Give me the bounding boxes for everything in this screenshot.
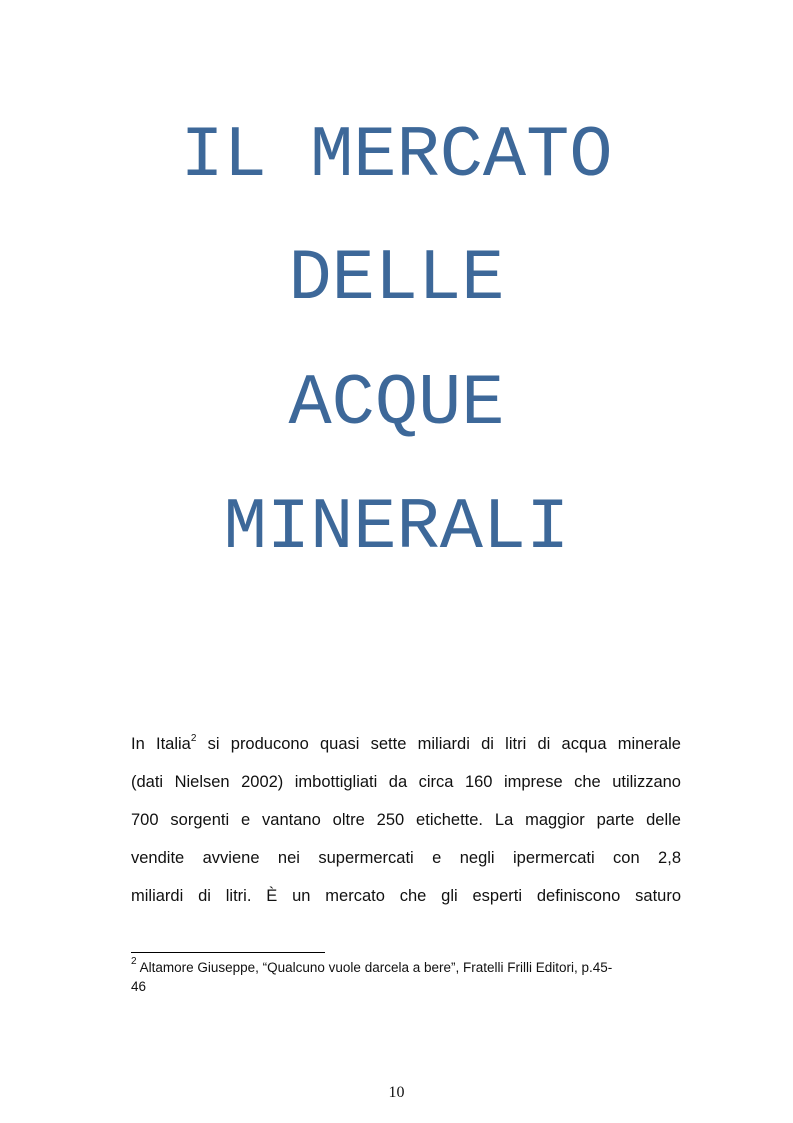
footnote-separator [131, 952, 325, 953]
title-line-3: ACQUE [288, 363, 505, 445]
footnote-line-2: 46 [131, 979, 147, 994]
paragraph-line-3: 700 sorgenti e vantano oltre 250 etichette. La maggior parte delle [131, 811, 681, 829]
title-line-1: IL MERCATO [180, 115, 613, 197]
footnote-text: Altamore Giuseppe, “Qualcuno vuole darcela a bere”, Fratelli Frilli Editori, p.45- [136, 960, 613, 975]
footnote-line-1 [131, 958, 681, 977]
footnote [131, 958, 681, 996]
footnote-marker: 2 [131, 956, 137, 967]
paragraph-line-4: vendite avviene nei supermercati e negli ipermercati con 2,8 [131, 849, 681, 867]
title-line-2: DELLE [288, 238, 505, 320]
paragraph-line-5: miliardi di litri. È un mercato che gli esperti definiscono saturo [131, 887, 681, 905]
title-line-4: MINERALI [223, 487, 570, 569]
footnote-reference: 2 [190, 733, 197, 744]
line-1-text-b: si producono quasi sette miliardi di litri di acqua minerale [196, 735, 681, 753]
paragraph-line-1 [131, 735, 681, 757]
paragraph-line-2: (dati Nielsen 2002) imbottigliati da circa 160 imprese che utilizzano [131, 773, 681, 791]
page-number: 10 [388, 1084, 405, 1101]
line-1-text-a: In Italia [131, 735, 191, 753]
